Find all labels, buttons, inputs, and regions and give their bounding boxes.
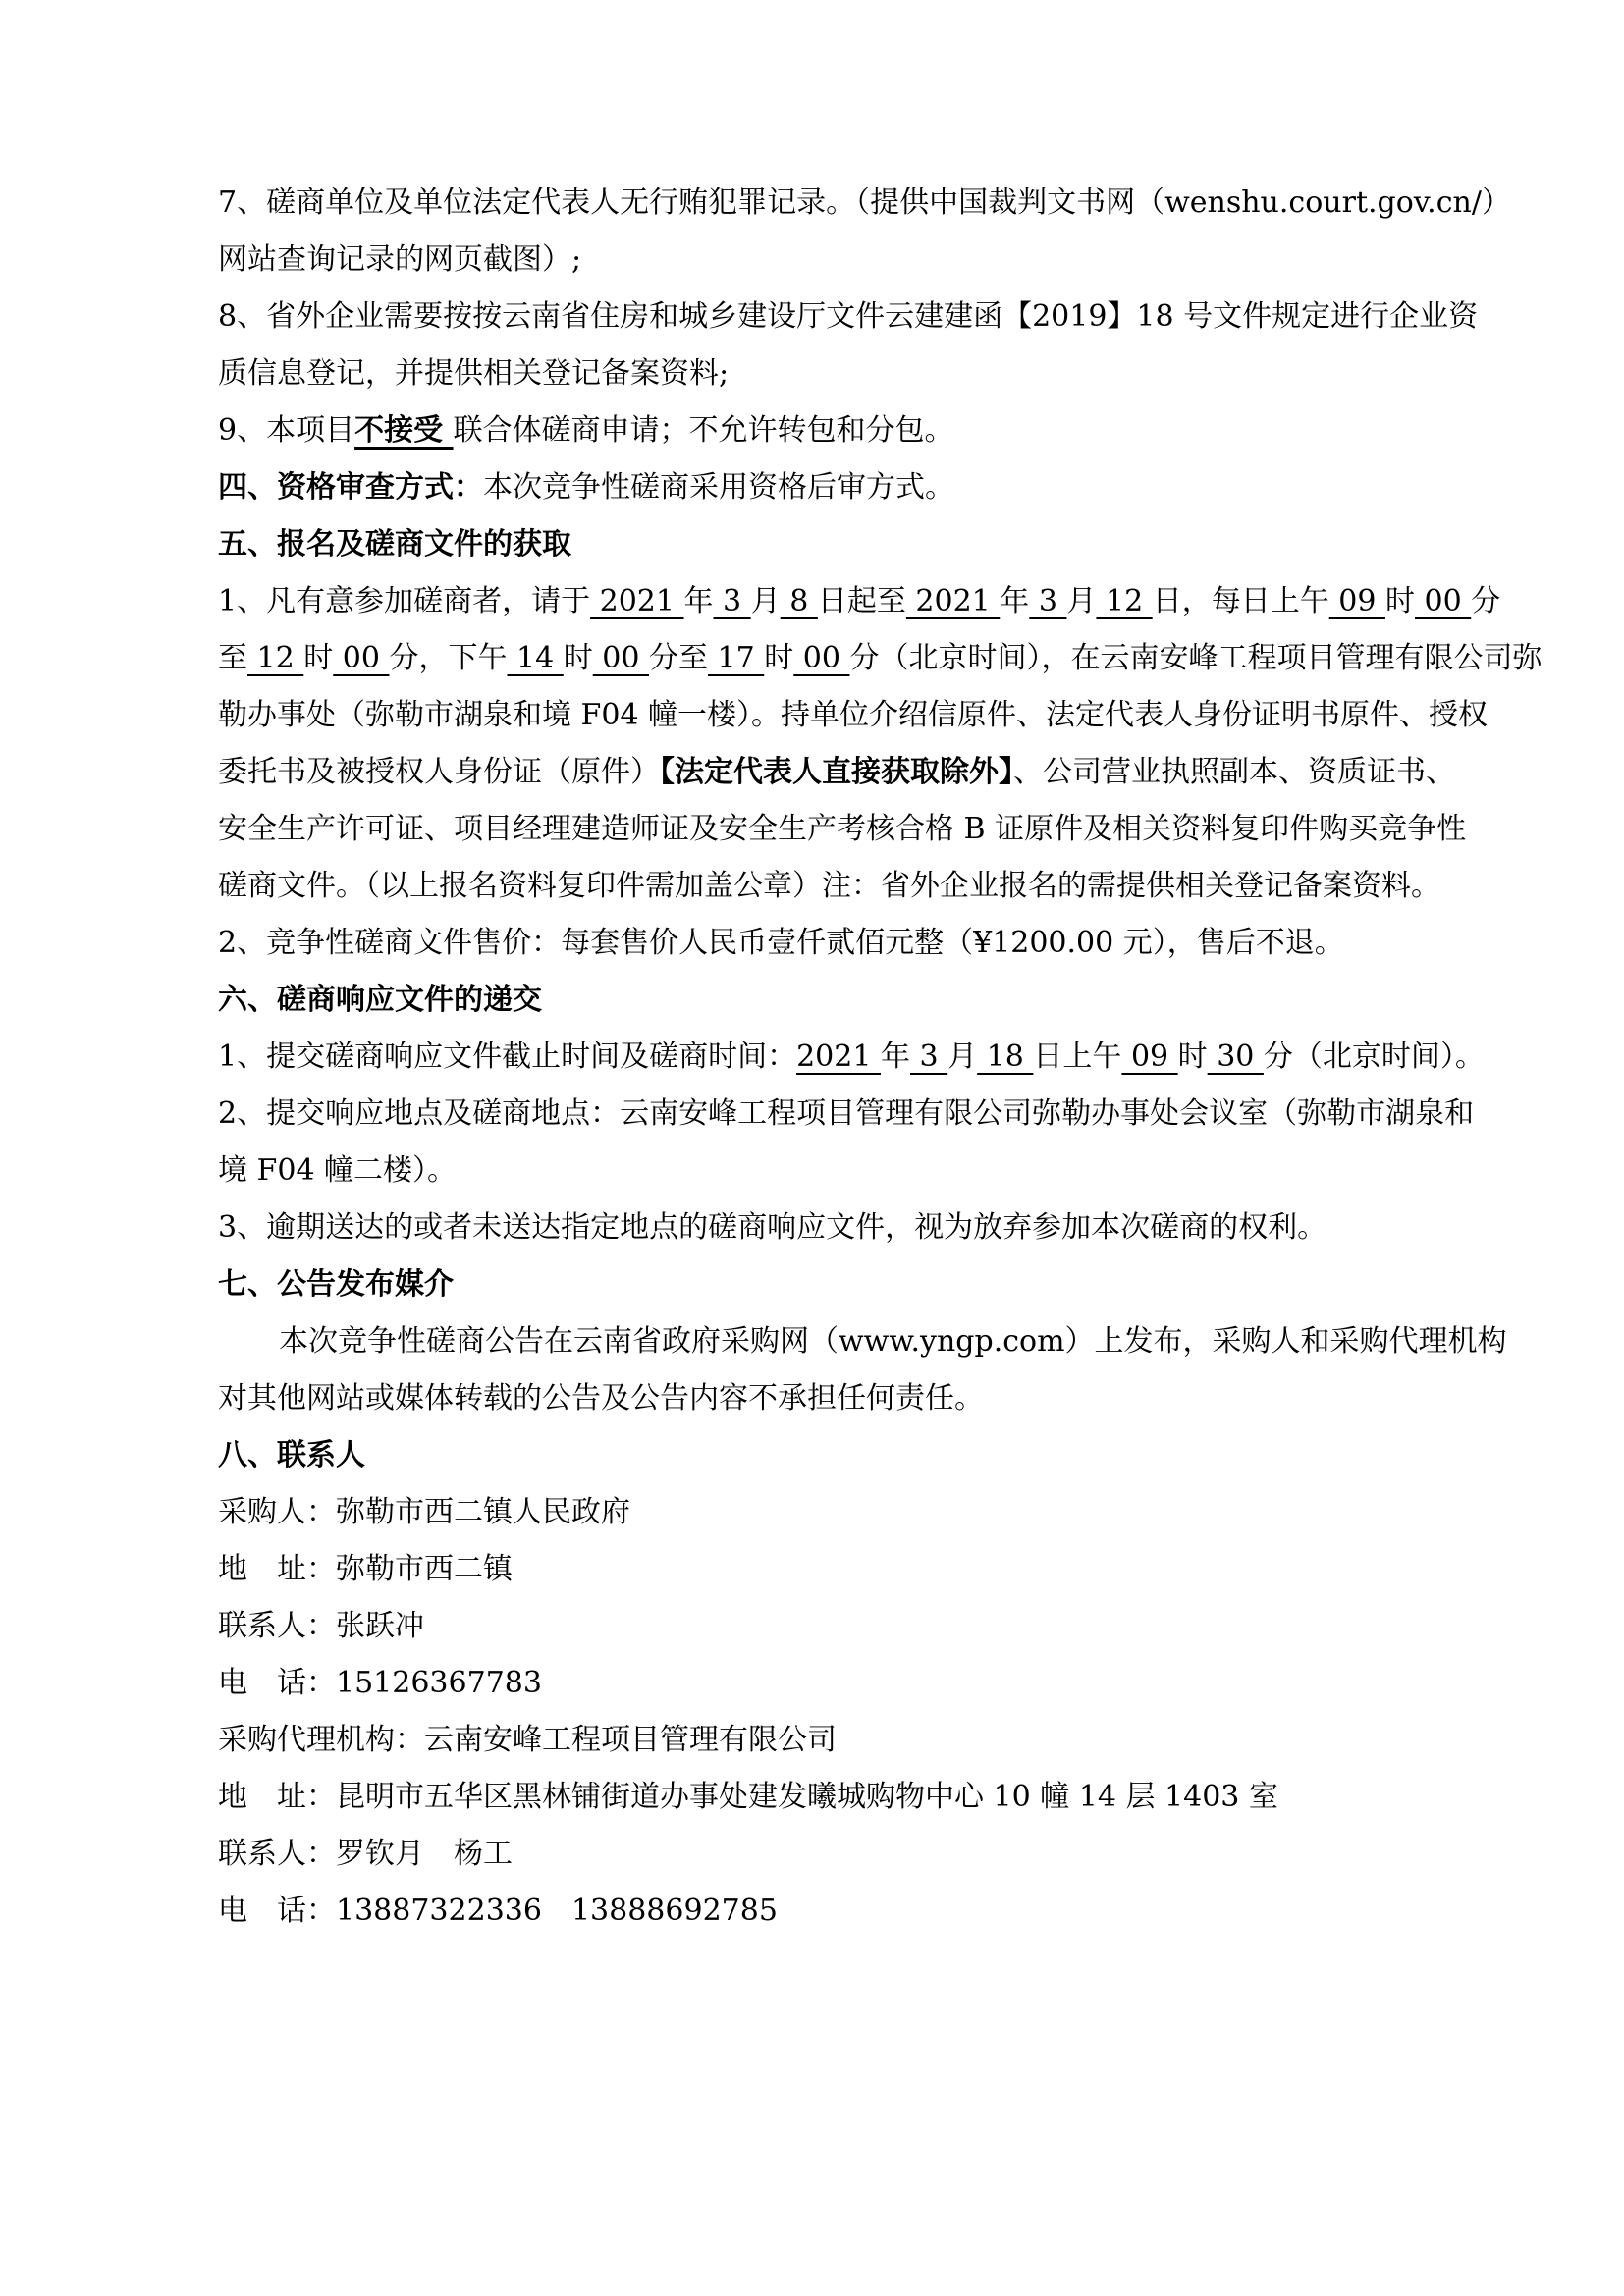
text-line (218, 687, 1489, 744)
text-segment: 地 址：弥勒市西二镇 (218, 1552, 513, 1586)
document-body (218, 175, 1543, 1940)
text-line (218, 1256, 1428, 1313)
text-line (218, 346, 1428, 402)
text-line (218, 1712, 1428, 1769)
text-segment: 月 (750, 584, 781, 618)
text-segment: 时 (764, 641, 794, 675)
text-segment: 年 (880, 1040, 910, 1074)
text-line (218, 1143, 1428, 1200)
underlined-value: 2021 (796, 1040, 881, 1074)
underlined-value: 3 (909, 1040, 948, 1074)
underlined-value: 30 (1207, 1040, 1264, 1074)
bold-text: 七、公告发布媒介 (218, 1267, 454, 1302)
text-line (218, 972, 1428, 1029)
text-segment: 年 (683, 584, 714, 618)
text-segment: 电 话：15126367783 (218, 1666, 542, 1700)
text-segment: 安全生产许可证、项目经理建造师证及安全生产考核合格 B 证原件及相关资料复印件购买竞争性 (218, 812, 1467, 846)
text-line (218, 630, 1543, 687)
text-line (218, 1769, 1428, 1826)
text-line (218, 858, 1440, 915)
text-line (218, 232, 1428, 289)
text-line (218, 1826, 1428, 1883)
text-segment: 月 (1066, 584, 1097, 618)
underlined-value: 09 (1328, 584, 1385, 618)
text-segment: 时 (1384, 584, 1415, 618)
text-segment: 网站查询记录的网页截图）; (218, 242, 582, 277)
text-segment: 日，每日上午 (1152, 584, 1329, 618)
text-segment: 7、磋商单位及单位法定代表人无行贿犯罪记录。（提供中国裁判文书网（wenshu.court.gov.cn/） (218, 186, 1511, 220)
text-line (218, 1427, 1428, 1484)
text-segment: 分，下午 (389, 641, 508, 675)
bold-text: 八、联系人 (218, 1438, 365, 1472)
text-segment: 分（北京时间），在云南安峰工程项目管理有限公司弥 (849, 641, 1543, 675)
underlined-value: 00 (793, 641, 850, 675)
text-segment: 联合体磋商申请；不允许转包和分包。 (453, 413, 954, 448)
text-line (218, 1370, 1428, 1427)
text-segment: 时 (303, 641, 334, 675)
text-line (218, 1598, 1428, 1655)
text-segment: 本次竞争性磋商公告在云南省政府采购网（www.yngp.com）上发布，采购人和采购代理机构 (279, 1324, 1507, 1359)
text-segment: 2、提交响应地点及磋商地点：云南安峰工程项目管理有限公司弥勒办事处会议室（弥勒市湖泉和 (218, 1096, 1475, 1131)
text-segment: 8、省外企业需要按按云南省住房和城乡建设厅文件云建建函【2019】18 号文件规定进行企业资 (218, 299, 1479, 334)
text-segment: 1、凡有意参加磋商者，请于 (218, 584, 591, 618)
text-segment: 分（北京时间）。 (1263, 1040, 1485, 1074)
underlined-value: 00 (1414, 584, 1472, 618)
text-segment: 对其他网站或媒体转载的公告及公告内容不承担任何责任。 (218, 1381, 984, 1415)
text-line (218, 1086, 1475, 1143)
text-segment: 1、提交磋商响应文件截止时间及磋商时间： (218, 1040, 797, 1074)
underlined-value: 2021 (905, 584, 1001, 618)
text-segment: 采购代理机构：云南安峰工程项目管理有限公司 (218, 1723, 837, 1757)
text-line (218, 1200, 1428, 1256)
text-segment: 磋商文件。（以上报名资料复印件需加盖公章）注：省外企业报名的需提供相关登记备案资料。 (218, 869, 1440, 903)
text-segment: 勒办事处（弥勒市湖泉和境 F04 幢一楼）。持单位介绍信原件、法定代表人身份证明书原件、授权 (218, 698, 1489, 732)
text-line (218, 1883, 1428, 1940)
text-segment: 质信息登记，并提供相关登记备案资料; (218, 356, 730, 391)
text-segment: 分 (1471, 584, 1501, 618)
text-line (218, 744, 1455, 801)
underlined-value: 3 (1029, 584, 1067, 618)
text-line (218, 915, 1428, 972)
underlined-value: 12 (247, 641, 304, 675)
underlined-value: 09 (1121, 1040, 1178, 1074)
text-segment: 委托书及被授权人身份证（原件） (218, 755, 660, 789)
underlined-value: 17 (708, 641, 765, 675)
text-segment: 3、逾期送达的或者未送达指定地点的磋商响应文件，视为放弃参加本次磋商的权利。 (218, 1210, 1327, 1245)
underlined-value: 00 (592, 641, 649, 675)
text-line (218, 516, 1428, 573)
text-segment: 日上午 (1033, 1040, 1122, 1074)
text-segment: 联系人：罗钦月 杨工 (218, 1837, 513, 1871)
bold-text: 【法定代表人直接获取除外】 (660, 755, 1013, 789)
text-segment: 境 F04 幢二楼）。 (218, 1153, 458, 1188)
text-segment: 电 话：13887322336 13888692785 (218, 1894, 778, 1928)
bold-underlined-text: 不接受 (354, 413, 454, 448)
text-segment: 时 (563, 641, 593, 675)
text-segment: 9、本项目 (218, 413, 355, 448)
text-line (218, 801, 1467, 858)
text-segment: 时 (1177, 1040, 1208, 1074)
text-line (218, 402, 1428, 459)
text-line (218, 459, 1428, 516)
text-line (218, 1313, 1507, 1370)
bold-text: 六、磋商响应文件的递交 (218, 983, 542, 1017)
text-segment: 联系人：张跃冲 (218, 1609, 424, 1643)
text-line (218, 175, 1511, 232)
text-line (218, 1541, 1428, 1598)
underlined-value: 00 (333, 641, 390, 675)
text-segment: 2、竞争性磋商文件售价：每套售价人民币壹仟贰佰元整（¥1200.00 元），售后不退。 (218, 926, 1344, 960)
underlined-value: 3 (713, 584, 751, 618)
text-segment: 本次竞争性磋商采用资格后审方式。 (483, 470, 954, 505)
underlined-value: 2021 (590, 584, 684, 618)
text-line (218, 289, 1479, 346)
text-segment: 分至 (649, 641, 708, 675)
bold-text: 五、报名及磋商文件的获取 (218, 527, 571, 561)
text-segment: 月 (947, 1040, 978, 1074)
underlined-value: 12 (1096, 584, 1153, 618)
text-line (218, 1029, 1485, 1086)
text-segment: 采购人：弥勒市西二镇人民政府 (218, 1495, 630, 1529)
underlined-value: 18 (977, 1040, 1034, 1074)
text-segment: 至 (218, 641, 247, 675)
underlined-value: 14 (507, 641, 564, 675)
text-segment: 日起至 (817, 584, 906, 618)
text-segment: 年 (1000, 584, 1030, 618)
text-line (218, 1655, 1428, 1712)
bold-text: 四、资格审查方式： (218, 470, 483, 505)
text-line (218, 1484, 1428, 1541)
text-segment: 地 址：昆明市五华区黑林铺街道办事处建发曦城购物中心 10 幢 14 层 1403 室 (218, 1780, 1278, 1814)
text-line (218, 573, 1501, 630)
underlined-value: 8 (780, 584, 818, 618)
text-segment: 、公司营业执照副本、资质证书、 (1013, 755, 1455, 789)
